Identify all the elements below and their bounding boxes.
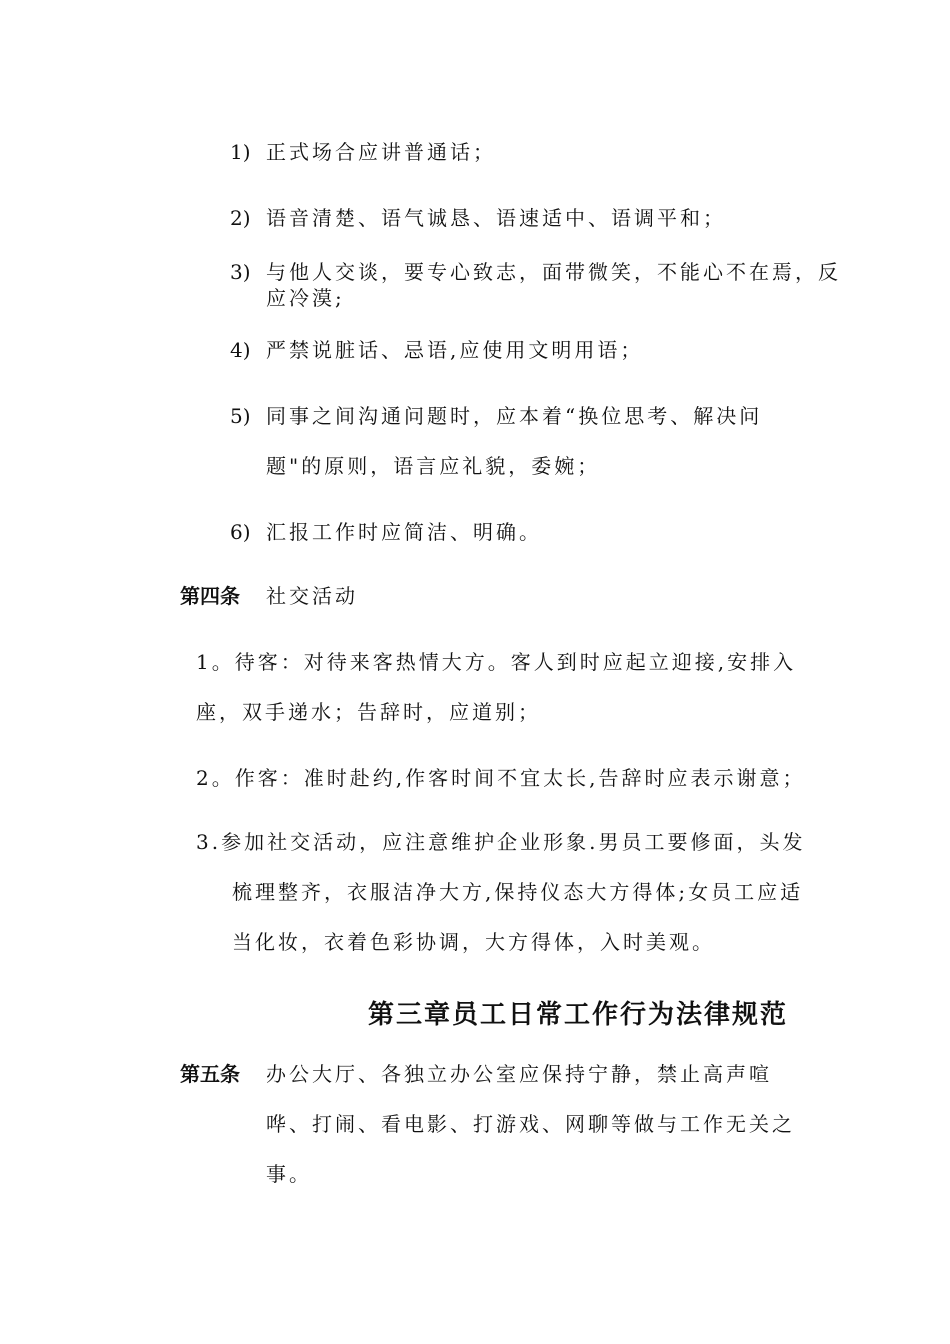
article-4-item-3-continuation-1: 梳理整齐，衣服洁净大方,保持仪态大方得体;女员工应适 bbox=[232, 880, 804, 904]
article-label: 第五条 bbox=[180, 1062, 240, 1086]
list-item-4 bbox=[230, 338, 643, 362]
list-text: 与他人交谈，要专心致志，面带微笑，不能心不在焉，反 bbox=[266, 260, 841, 284]
article-4-heading bbox=[180, 584, 358, 608]
list-number: 2) bbox=[230, 206, 251, 230]
list-item-3 bbox=[230, 260, 841, 284]
list-item-1 bbox=[230, 140, 496, 164]
list-number: 5) bbox=[230, 404, 251, 428]
list-number: 6) bbox=[230, 520, 251, 544]
article-text: 办公大厅、各独立办公室应保持宁静，禁止高声喧 bbox=[266, 1062, 772, 1086]
article-4-item-2: 2。作客：准时赴约,作客时间不宜太长,告辞时应表示谢意； bbox=[196, 766, 806, 790]
list-text: 正式场合应讲普通话； bbox=[266, 140, 496, 164]
list-number: 1) bbox=[230, 140, 251, 164]
list-text: 同事之间沟通问题时，应本着“换位思考、解决问 bbox=[266, 404, 763, 428]
article-5-continuation-1: 哗、打闹、看电影、打游戏、网聊等做与工作无关之 bbox=[266, 1112, 795, 1136]
list-item-5 bbox=[230, 404, 762, 428]
list-text: 严禁说脏话、忌语,应使用文明用语； bbox=[266, 338, 644, 362]
article-title: 社交活动 bbox=[266, 584, 358, 608]
list-item-3-continuation: 应冷漠; bbox=[266, 286, 345, 310]
article-5-heading bbox=[180, 1062, 772, 1086]
list-text: 汇报工作时应简洁、明确。 bbox=[266, 520, 542, 544]
article-4-item-1: 1。待客：对待来客热情大方。客人到时应起立迎接,安排入 bbox=[196, 650, 797, 674]
list-item-6 bbox=[230, 520, 542, 544]
list-item-5-continuation: 题"的原则，语言应礼貌，委婉； bbox=[266, 454, 601, 478]
article-4-item-3: 3.参加社交活动，应注意维护企业形象.男员工要修面，头发 bbox=[196, 830, 806, 854]
list-item-2 bbox=[230, 206, 726, 230]
chapter-title: 第三章员工日常工作行为法律规范 bbox=[368, 1000, 789, 1030]
article-4-item-3-continuation-2: 当化妆，衣着色彩协调，大方得体，入时美观。 bbox=[232, 930, 715, 954]
list-number: 3) bbox=[230, 260, 251, 284]
list-number: 4) bbox=[230, 338, 251, 362]
article-5-continuation-2: 事。 bbox=[266, 1162, 312, 1186]
list-text: 语音清楚、语气诚恳、语速适中、语调平和； bbox=[266, 206, 726, 230]
article-label: 第四条 bbox=[180, 584, 240, 608]
article-4-item-1-continuation: 座，双手递水；告辞时，应道别； bbox=[196, 700, 541, 724]
